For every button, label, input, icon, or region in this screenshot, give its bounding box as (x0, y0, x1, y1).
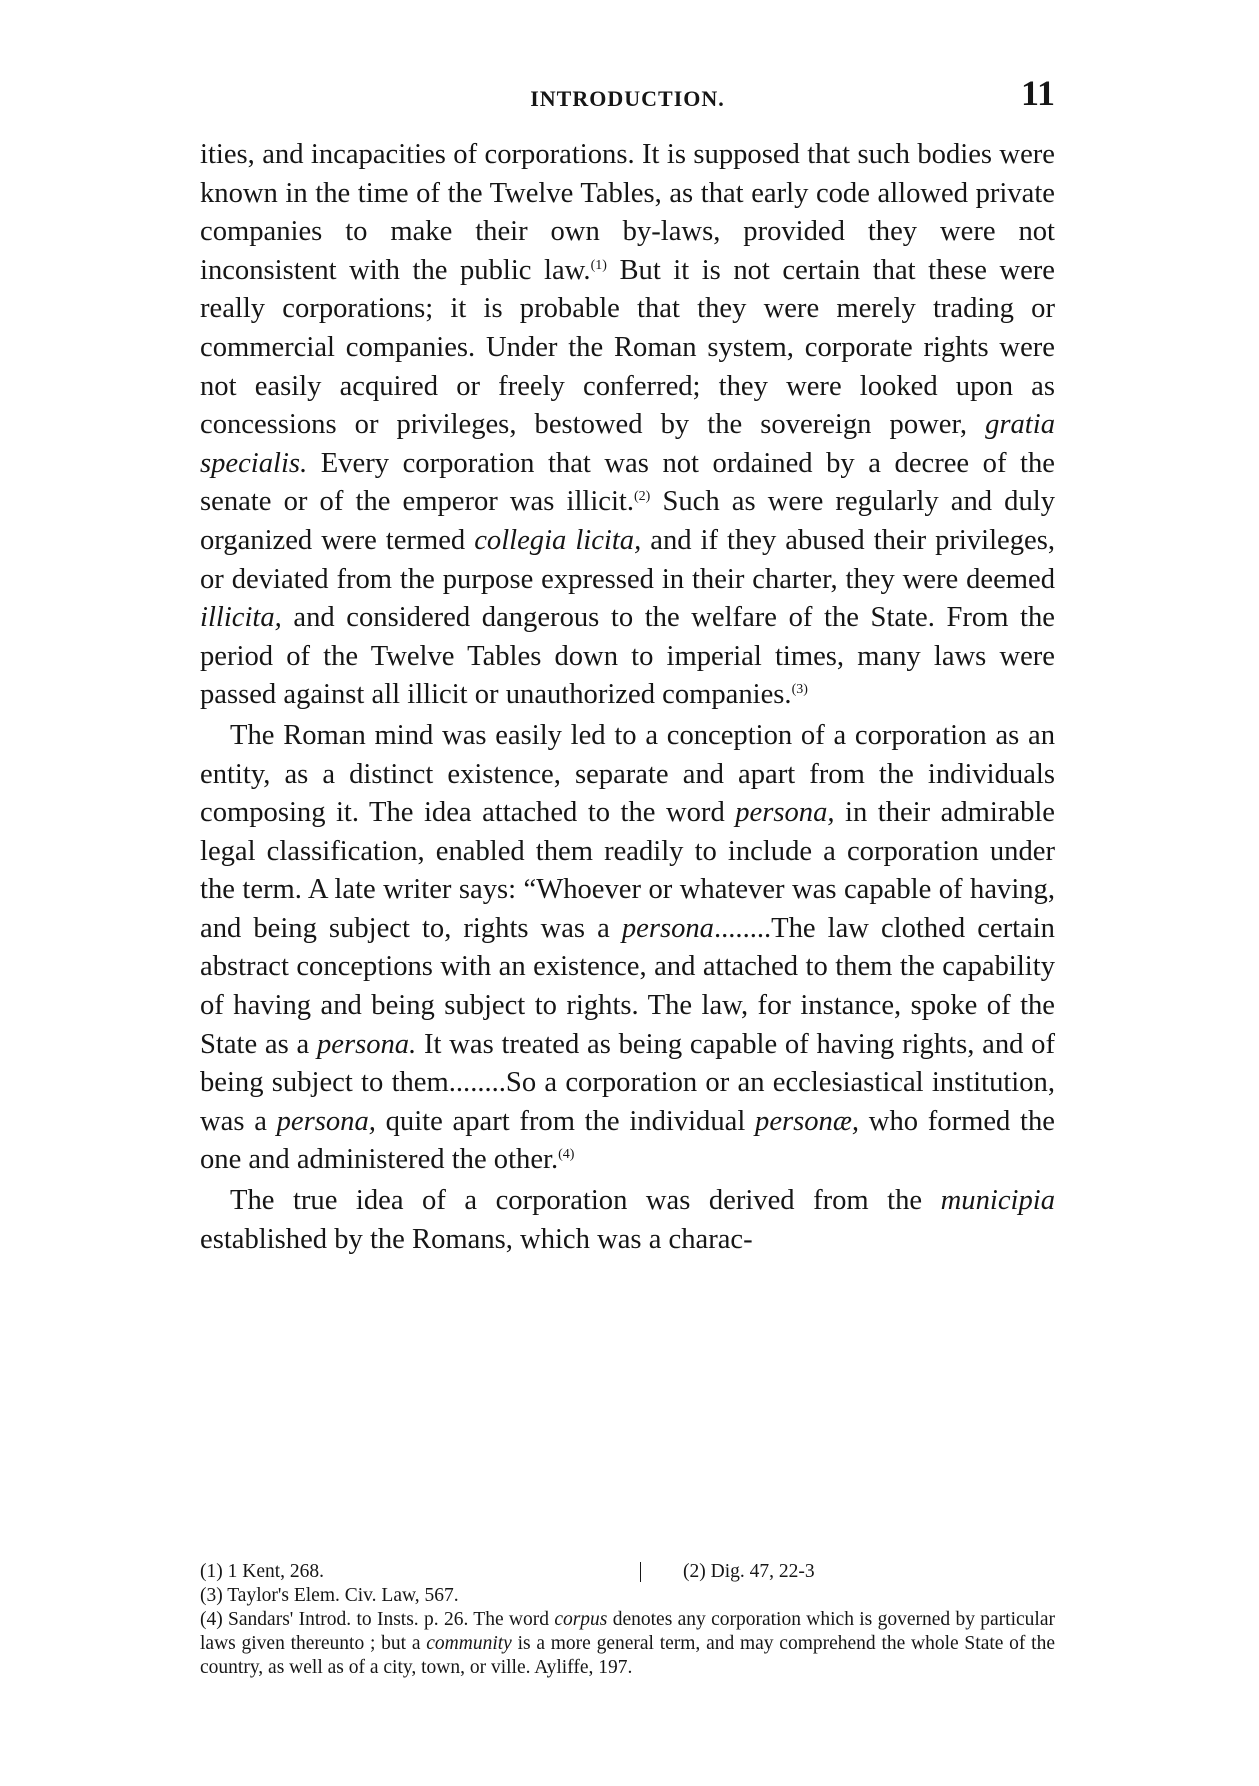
page-number: 11 (1020, 73, 1055, 113)
footnote-text: is a more general term, and may comprehend the whole State of the country, as well as of a city, town, or ville. Ayliffe, 197. (200, 1633, 1056, 1678)
paragraph-text: It was treated as being capable of having rights, and of being subject to them........So a corporation or an ecclesiastical institution, was a (200, 1028, 1055, 1137)
italic-latin-term: personæ, (755, 1105, 860, 1137)
paragraph-corporations-roman-history (200, 136, 1055, 715)
footnote-divider (640, 1562, 641, 1582)
paragraph-text: in their admirable legal classification, enabled them readily to include a corporation under the term. A late writer says: “Whoever or whatever was capable of having, and being subject to, rights was a (200, 797, 1055, 944)
footnote-3: (3) Taylor's Elem. Civ. Law, 567. (200, 1585, 459, 1606)
italic-latin-term: gratia specialis. (200, 409, 1055, 479)
running-title: INTRODUCTION. (530, 86, 725, 111)
paragraph-persona (200, 717, 1055, 1180)
footnote-reference: (3) (791, 682, 808, 698)
footnote-row (200, 1560, 1055, 1584)
footnote-2: (2) Dig. 47, 22-3 (683, 1561, 815, 1582)
footnote-text: (4) Sandars' Introd. to Insts. p. 26. The word (200, 1609, 555, 1630)
paragraph-text: The true idea of a corporation was derived from the (230, 1185, 941, 1217)
italic-latin-term: corpus (554, 1609, 608, 1630)
italic-latin-term: persona, (735, 797, 835, 829)
italic-latin-term: municipia (940, 1185, 1055, 1217)
paragraph-text: ........The law clothed certain abstract conceptions with an existence, and attached to them the capability of having and being subject to rights. The law, for instance, spoke of the State as a (200, 912, 1055, 1060)
paragraph-text: Such as were regularly and duly organized were termed (200, 486, 1055, 556)
italic-latin-term: persona (621, 912, 714, 944)
italic-latin-term: persona, (276, 1105, 376, 1137)
paragraph-text: established by the Romans, which was a charac- (200, 1223, 753, 1255)
paragraph-text: and if they abused their privileges, or deviated from the purpose expressed in their charter, they were deemed (200, 524, 1056, 595)
paragraph-text: quite apart from the individual (375, 1105, 756, 1137)
paragraph-text: ities, and incapacities of corporations. It is supposed that such bodies were known in the time of the Twelve Tables, as that early code allowed private companies to make their own by-laws, provided they were not inconsistent with the public law. (200, 139, 1055, 286)
paragraph-text: who formed the one and administered the other. (200, 1105, 1055, 1176)
italic-term: community (426, 1633, 512, 1654)
footnote-text: denotes any corporation which is governed by particular laws given thereunto ; but a (200, 1609, 1055, 1654)
paragraph-text: and considered dangerous to the welfare of the State. From the period of the Twelve Tables down to imperial times, many laws were passed against all illicit or unauthorized companies. (200, 602, 1055, 711)
footnote-reference: (2) (634, 489, 651, 505)
footnote-1: (1) 1 Kent, 268. (200, 1561, 325, 1582)
paragraph-text: But it is not certain that these were really corporations; it is probable that they were merely trading or commercial companies. Under the Roman system, corporate rights were not easily acquired or freely conferred; they were looked upon as concessions or privileges, bestowed by the sovereign power, (200, 254, 1055, 441)
running-head (200, 72, 1055, 120)
paragraph-municipia (200, 1182, 1055, 1259)
footnote-reference: (1) (590, 257, 607, 273)
main-text (200, 136, 1055, 1261)
footnote-4 (200, 1608, 1055, 1680)
italic-latin-term: illicita, (200, 602, 282, 634)
footnotes (200, 1560, 1055, 1680)
footnote-reference: (4) (558, 1147, 575, 1163)
italic-latin-term: persona. (316, 1028, 417, 1060)
paragraph-text: The Roman mind was easily led to a conception of a corporation as an entity, as a distinct existence, separate and apart from the individuals composing it. The idea attached to the word (200, 719, 1055, 829)
italic-latin-term: collegia licita, (474, 524, 642, 556)
paragraph-text: Every corporation that was not ordained by a decree of the senate or of the emperor was illicit. (200, 447, 1055, 518)
